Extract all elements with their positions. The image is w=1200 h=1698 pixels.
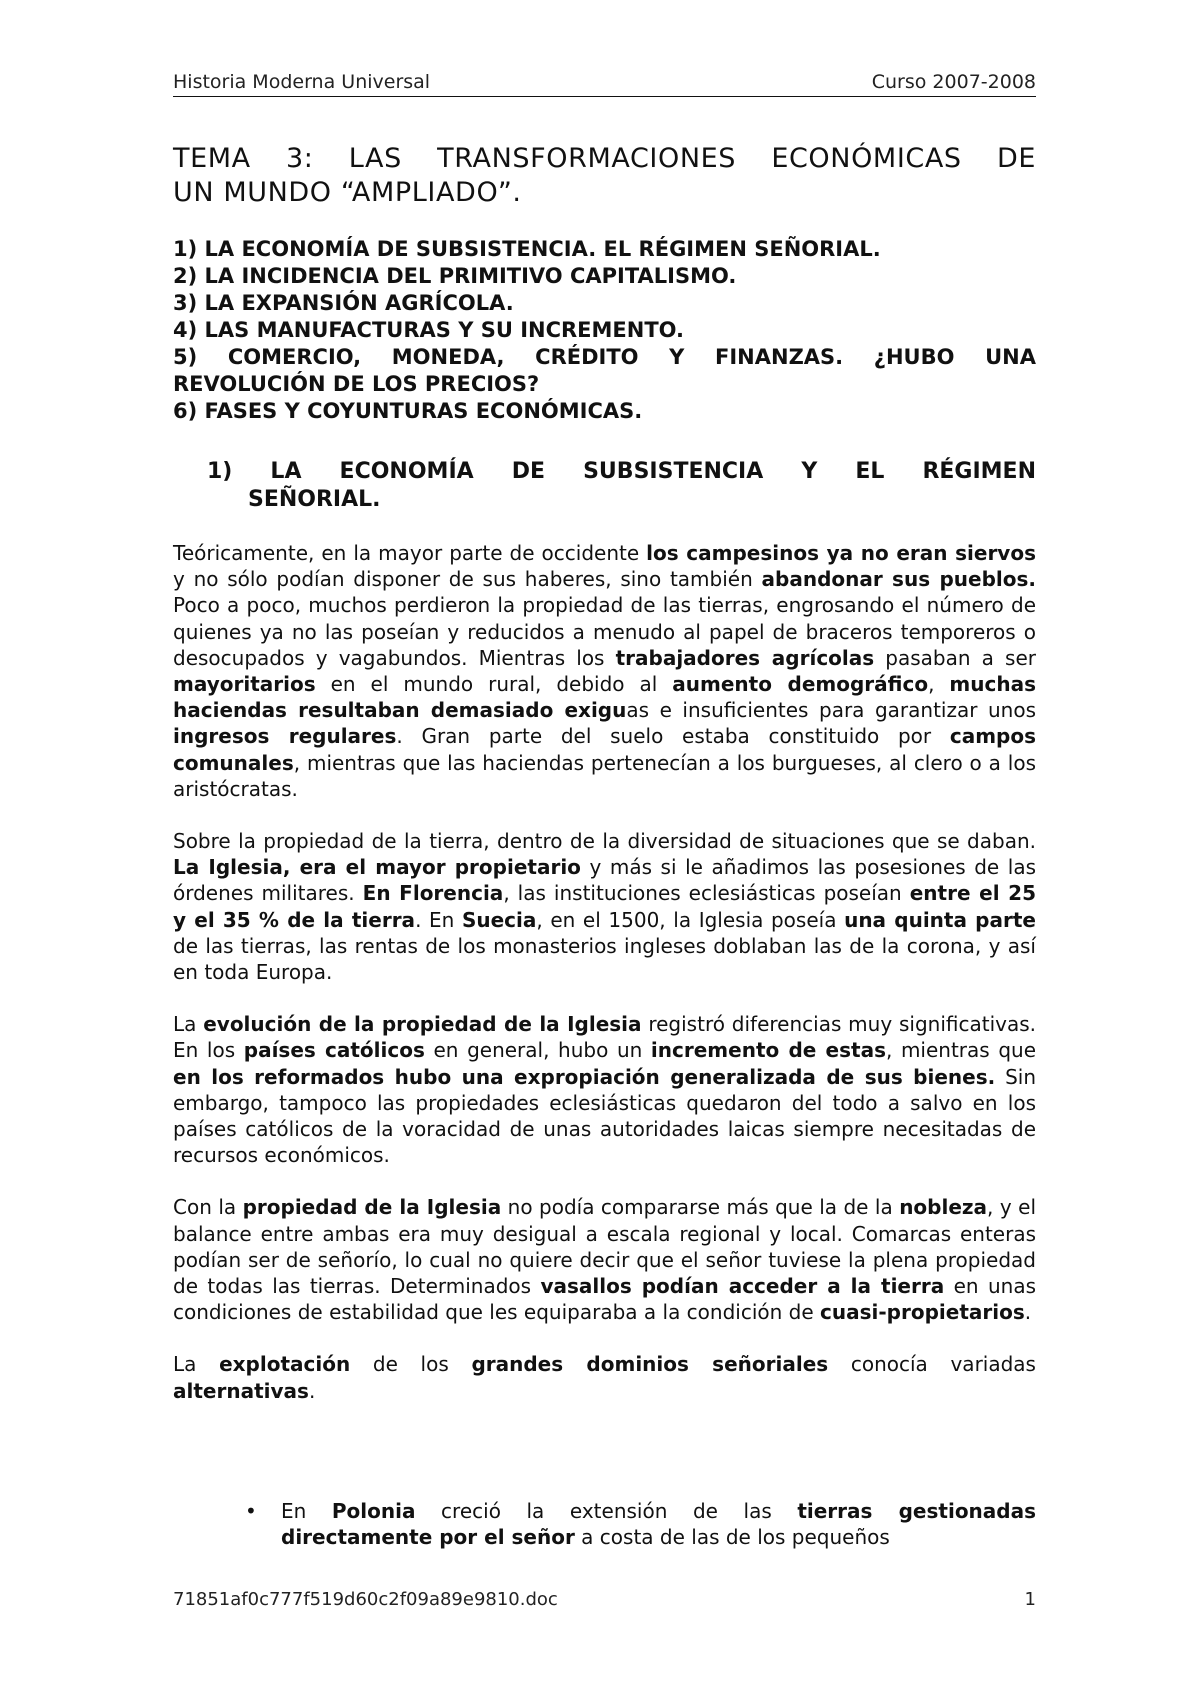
paragraph	[173, 1011, 1036, 1168]
text-run: a costa de las de los pequeños	[574, 1525, 890, 1550]
bold-text: aumento demográfico	[672, 672, 929, 697]
text-run: en unas condiciones de estabilidad que les equiparaba a la condición de	[173, 1274, 1036, 1325]
paragraph	[173, 540, 1036, 802]
bold-text: En Florencia	[362, 881, 504, 906]
text-run: , las instituciones eclesiásticas poseían	[503, 881, 910, 906]
bold-text: Suecia	[461, 907, 537, 932]
bold-text: alternativas	[173, 1378, 309, 1403]
text-run: creció la extensión de las	[415, 1499, 798, 1523]
bold-text: en los reformados hubo una expropiación generalizada de sus bienes.	[173, 1064, 996, 1089]
toc-item: 2) LA INCIDENCIA DEL PRIMITIVO CAPITALISMO.	[173, 264, 737, 288]
bullet-list-item	[245, 1498, 1037, 1550]
text-run: En	[281, 1499, 332, 1523]
text-run: en general, hubo un	[424, 1038, 651, 1063]
body-text	[173, 540, 1036, 1430]
text-run: .	[308, 1378, 316, 1403]
text-run: . En	[415, 907, 462, 932]
bold-text: cuasi-propietarios	[820, 1300, 1025, 1325]
title-line-1: TEMA 3: LAS TRANSFORMACIONES ECONÓMICAS DE	[173, 143, 1036, 174]
bold-text: vasallos podían acceder a la tierra	[540, 1274, 945, 1299]
page-header	[173, 70, 1036, 97]
bold-text: abandonar sus pueblos.	[761, 567, 1036, 592]
section-heading-line-2: SEÑORIAL.	[248, 487, 381, 512]
text-run: Sin embargo, tampoco las propiedades eclesiásticas quedaron del todo a salvo en los países católicos de la voracidad de unas autoridades laicas siempre necesitadas de recursos económicos.	[173, 1064, 1036, 1168]
bold-text: nobleza	[899, 1195, 988, 1220]
text-run: y no sólo podían disponer de sus haberes, sino también	[173, 567, 762, 592]
bold-text: muchas haciendas resultaban demasiado exigu	[173, 672, 1036, 723]
bold-text: países católicos	[243, 1038, 425, 1063]
bold-text: grandes dominios señoriales	[471, 1352, 829, 1377]
text-run: conocía variadas	[828, 1352, 1036, 1377]
table-of-contents	[173, 236, 1036, 425]
text-run: . Gran parte del suelo estaba constituido por	[396, 724, 950, 749]
text-run: de los	[350, 1352, 472, 1377]
toc-item: 3) LA EXPANSIÓN AGRÍCOLA.	[173, 291, 514, 315]
footer-page-number: 1	[1024, 1589, 1036, 1610]
text-run: no podía compararse más que la de la	[501, 1195, 900, 1220]
paragraph	[173, 1194, 1036, 1325]
text-run: La	[173, 1012, 204, 1037]
bold-text: mayoritarios	[173, 672, 316, 697]
bold-text: evolución de la propiedad de la Iglesia	[203, 1012, 642, 1037]
header-course-year: Curso 2007-2008	[871, 71, 1036, 93]
section-heading-line-1: 1) LA ECONOMÍA DE SUBSISTENCIA Y EL RÉGIMEN	[207, 459, 1036, 484]
bold-text: Polonia	[331, 1499, 416, 1523]
toc-item: REVOLUCIÓN DE LOS PRECIOS?	[173, 372, 540, 396]
toc-item: 5) COMERCIO, MONEDA, CRÉDITO Y FINANZAS. ¿HUBO UNA	[173, 345, 1036, 369]
bold-text: tierras gestionadas directamente por el señor	[281, 1499, 1037, 1550]
text-run: as e insuficientes para garantizar unos	[626, 698, 1036, 723]
text-run: Teóricamente, en la mayor parte de occidente	[173, 541, 647, 565]
bold-text: ingresos regulares	[173, 724, 397, 749]
text-run: de las tierras, las rentas de los monasterios ingleses doblaban las de la corona, y así en toda Europa.	[173, 933, 1036, 985]
bold-text: explotación	[219, 1352, 351, 1377]
text-run: registró diferencias muy significativas. En los	[173, 1012, 1036, 1063]
text-run: Con la	[173, 1195, 243, 1220]
text-run: , mientras que las haciendas pertenecían a los burgueses, al clero o a los aristócratas.	[173, 750, 1036, 801]
text-run: pasaban a ser	[874, 645, 1036, 670]
toc-item: 4) LAS MANUFACTURAS Y SU INCREMENTO.	[173, 318, 685, 342]
text-run: , en el 1500, la Iglesia poseía	[536, 907, 845, 932]
document-page	[173, 0, 1036, 1698]
text-run: ,	[928, 672, 950, 697]
text-run: Sobre la propiedad de la tierra, dentro de la diversidad de situaciones que se daban.	[173, 829, 1036, 854]
text-run: .	[1024, 1300, 1032, 1325]
paragraph	[173, 828, 1036, 985]
toc-item: 1) LA ECONOMÍA DE SUBSISTENCIA. EL RÉGIMEN SEÑORIAL.	[173, 237, 881, 261]
text-run: Poco a poco, muchos perdieron la propiedad de las tierras, engrosando el número de quienes ya no las poseían y reducidos a menudo al papel de braceros temporeros o desocupados y vagabundos. Mientras los	[173, 593, 1036, 670]
bold-text: campos comunales	[173, 724, 1036, 775]
bold-text: los campesinos ya no eran siervos	[646, 541, 1036, 565]
bold-text: incremento de estas	[650, 1038, 886, 1063]
bold-text: una quinta parte	[844, 907, 1036, 932]
header-course-name: Historia Moderna Universal	[173, 71, 431, 93]
footer-filename: 71851af0c777f519d60c2f09a89e9810.doc	[173, 1589, 558, 1610]
bold-text: propiedad de la Iglesia	[242, 1195, 502, 1220]
bold-text: trabajadores agrícolas	[615, 645, 875, 670]
text-run: y más si le añadimos las posesiones de las órdenes militares.	[173, 855, 1036, 906]
title-line-2: UN MUNDO “AMPLIADO”.	[173, 177, 522, 208]
document-title	[173, 142, 1036, 210]
bullet-icon: •	[245, 1499, 257, 1523]
toc-item: 6) FASES Y COYUNTURAS ECONÓMICAS.	[173, 399, 643, 423]
bold-text: entre el 25 y el 35 % de la tierra	[173, 881, 1037, 932]
bullet-text	[281, 1499, 1036, 1549]
section-heading	[207, 458, 1036, 514]
text-run: , mientras que	[885, 1038, 1036, 1063]
text-run: La	[173, 1352, 220, 1377]
text-run: en el mundo rural, debido al	[315, 672, 673, 697]
bold-text: La Iglesia, era el mayor propietario	[173, 855, 581, 880]
paragraph	[173, 1351, 1036, 1403]
text-run: , y el balance entre ambas era muy desigual a escala regional y local. Comarcas enteras podían ser de señorío, lo cual no quiere decir que el señor tuviese la plena propiedad de todas las tierras. Determinados	[173, 1195, 1037, 1299]
